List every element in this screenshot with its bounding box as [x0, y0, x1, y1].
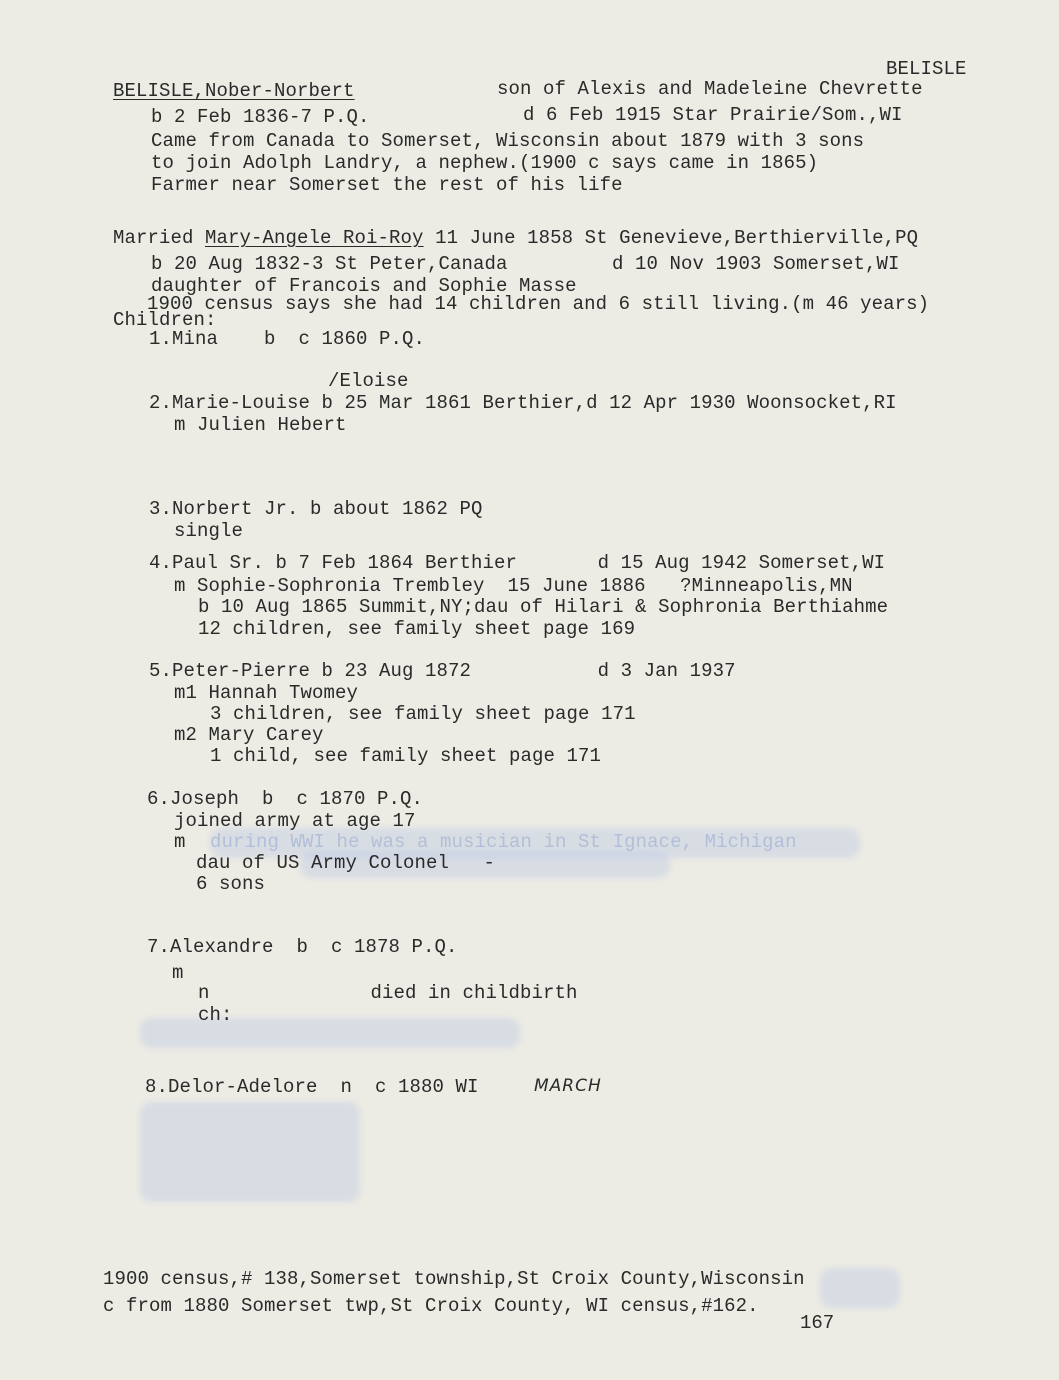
child-detail: joined army at age 17 [174, 810, 416, 832]
child-detail: dau of US Army Colonel - [196, 852, 496, 874]
spouse-census: 1900 census says she had 14 children and 6 still living.(m 46 years) [147, 293, 930, 315]
child-detail: ch: [198, 1004, 233, 1026]
surname-tag: BELISLE [886, 58, 967, 80]
spouse-parents: daughter of Francois and Sophie Masse [151, 275, 577, 297]
child-detail: 12 children, see family sheet page 169 [198, 618, 636, 640]
child-detail: n died in childbirth [198, 982, 578, 1004]
faded-erased-text: during WWI he was a musician in St Ignace, Michigan [210, 831, 797, 853]
subject-note: Came from Canada to Somerset, Wisconsin about 1879 with 3 sons [151, 130, 865, 152]
child-detail: m Sophie-Sophronia Trembley 15 June 1886 ?Minneapolis,MN [174, 575, 853, 597]
child-detail: single [174, 520, 244, 542]
subject-death: d 6 Feb 1915 Star Prairie/Som.,WI [523, 104, 903, 126]
child-entry: 6.Joseph b c 1870 P.Q. [147, 788, 424, 810]
child-detail: m [174, 831, 186, 853]
spouse-prefix: Married [113, 227, 206, 249]
child-entry: 7.Alexandre b c 1878 P.Q. [147, 936, 458, 958]
subject-name: BELISLE,Nober-Norbert [113, 80, 355, 102]
child-entry: 1.Mina b c 1860 P.Q. [149, 328, 426, 350]
spouse-birth: b 20 Aug 1832-3 St Peter,Canada [151, 253, 508, 275]
spouse-death: d 10 Nov 1903 Somerset,WI [612, 253, 900, 275]
child-detail: 1 child, see family sheet page 171 [210, 745, 602, 767]
footer-source: c from 1880 Somerset twp,St Croix County, WI census,#162. [103, 1295, 759, 1317]
child-detail: m Julien Hebert [174, 414, 347, 436]
spouse-name: Mary-Angele Roi-Roy [205, 227, 424, 249]
child-detail: b 10 Aug 1865 Summit,NY;dau of Hilari & Sophronia Berthiahme [198, 596, 889, 618]
spouse-marriage: 11 June 1858 St Genevieve,Berthierville,PQ [423, 227, 919, 249]
child-entry: 8.Delor-Adelore n c 1880 WI [145, 1076, 479, 1098]
page-number: 167 [800, 1312, 835, 1334]
child-name-insert: /Eloise [328, 370, 409, 392]
child-entry: 3.Norbert Jr. b about 1862 PQ [149, 498, 483, 520]
child-detail: 6 sons [196, 873, 266, 895]
subject-note: Farmer near Somerset the rest of his life [151, 174, 623, 196]
footer-source: 1900 census,# 138,Somerset township,St Croix County,Wisconsin [103, 1268, 805, 1290]
spouse-line [113, 227, 918, 249]
child-detail: m1 Hannah Twomey [174, 682, 359, 704]
child-detail: 3 children, see family sheet page 171 [210, 703, 636, 725]
subject-note: to join Adolph Landry, a nephew.(1900 c says came in 1865) [151, 152, 819, 174]
subject-birth: b 2 Feb 1836-7 P.Q. [151, 106, 370, 128]
correction-smudge [140, 1018, 520, 1048]
child-entry: 4.Paul Sr. b 7 Feb 1864 Berthier d 15 Aug 1942 Somerset,WI [149, 552, 886, 574]
child-detail: m2 Mary Carey [174, 724, 324, 746]
handwritten-annotation: MARCH [534, 1076, 602, 1096]
correction-smudge [140, 1102, 360, 1202]
subject-parents: son of Alexis and Madeleine Chevrette [497, 78, 923, 100]
correction-smudge [820, 1268, 900, 1308]
child-entry: 2.Marie-Louise b 25 Mar 1861 Berthier,d 12 Apr 1930 Woonsocket,RI [149, 392, 897, 414]
child-entry: 5.Peter-Pierre b 23 Aug 1872 d 3 Jan 1937 [149, 660, 736, 682]
children-label: Children: [113, 309, 217, 331]
child-detail: m [172, 962, 184, 984]
